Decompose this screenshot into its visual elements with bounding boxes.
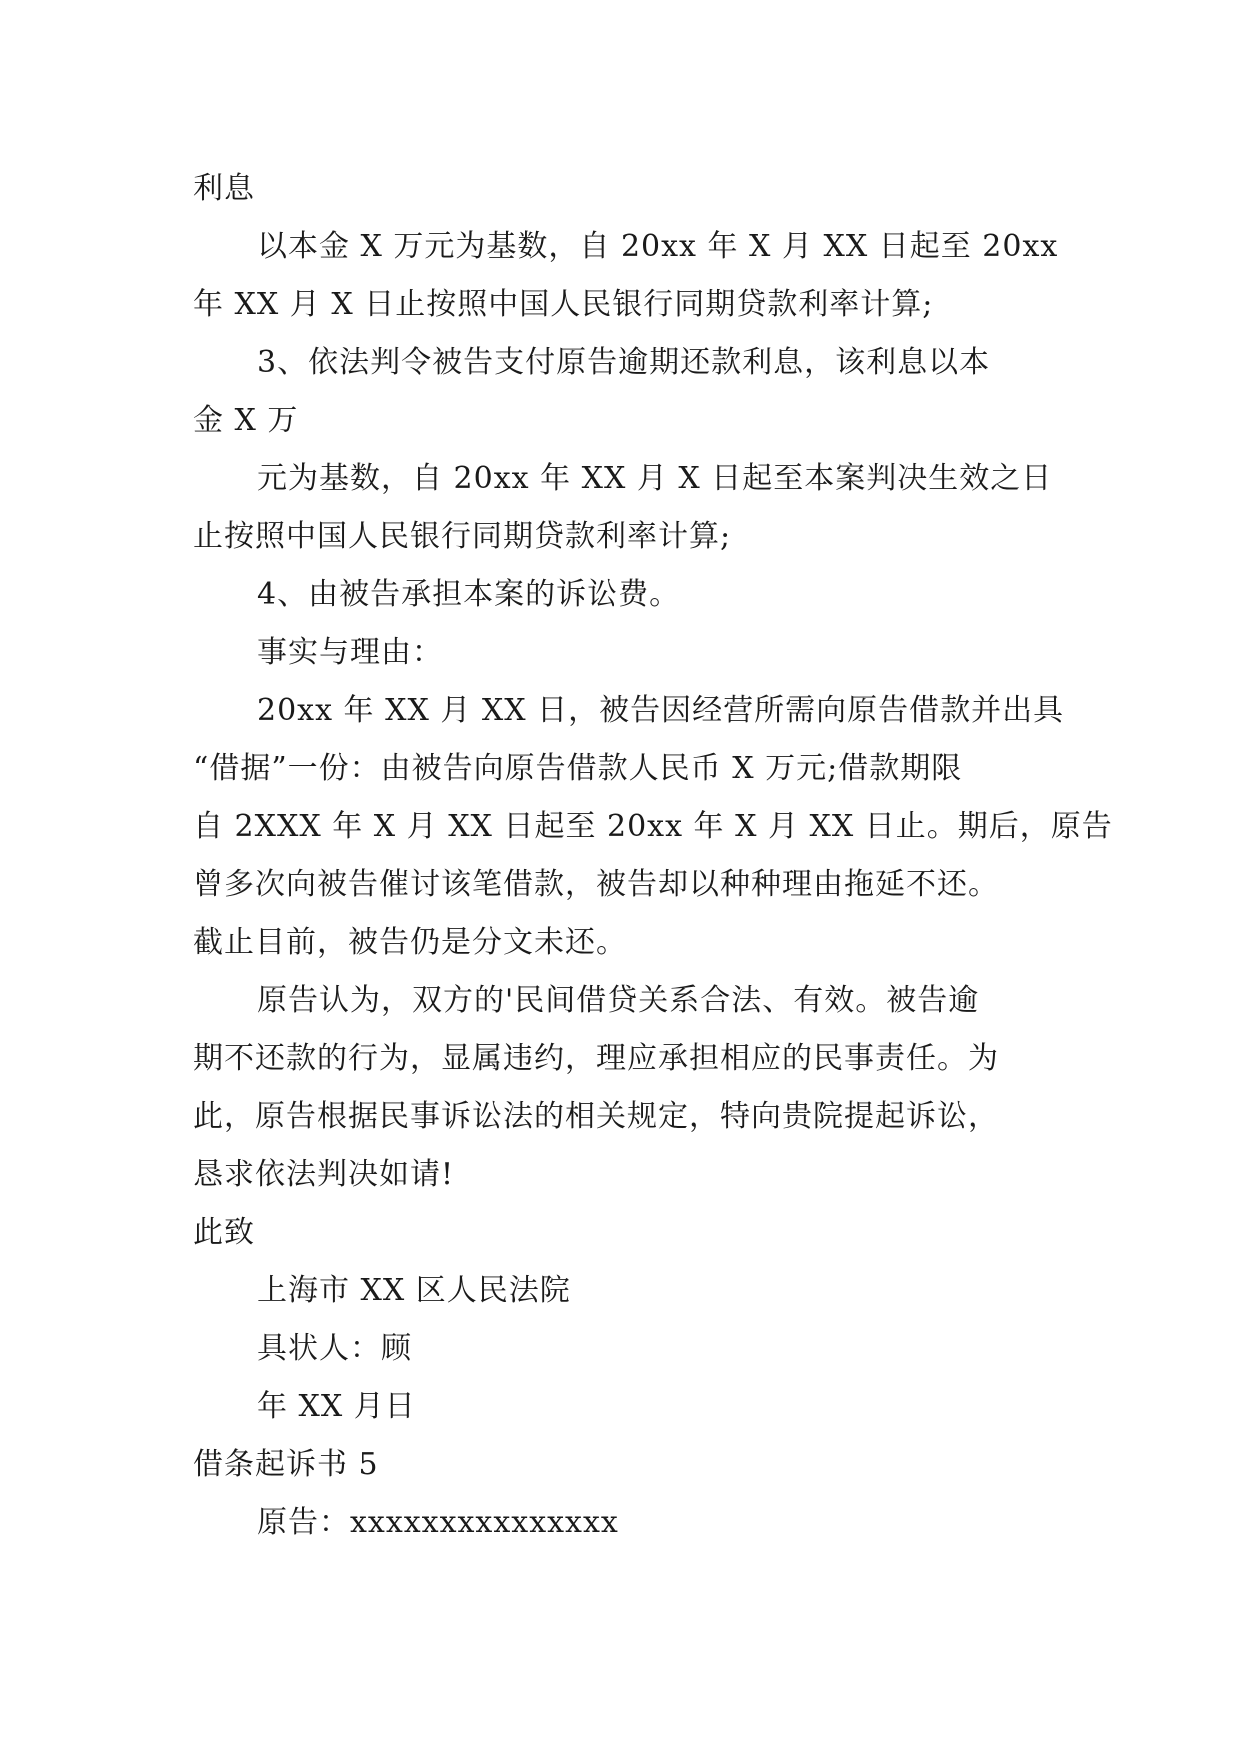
text-line: 利息 xyxy=(193,171,255,206)
text-line: 此，原告根据民事诉讼法的相关规定，特向贵院提起诉讼， xyxy=(193,1099,999,1134)
text-line: 恳求依法判决如请! xyxy=(193,1157,455,1192)
text-line: 20xx 年 XX 月 XX 日，被告因经营所需向原告借款并出具 xyxy=(257,693,1065,728)
section-heading: 事实与理由： xyxy=(257,635,443,670)
plaintiff-signature: 具状人：顾 xyxy=(257,1331,412,1366)
text-line: 期不还款的行为，显属违约，理应承担相应的民事责任。为 xyxy=(193,1041,999,1076)
text-line: “借据”一份：由被告向原告借款人民币 X 万元;借款期限 xyxy=(193,751,963,786)
plaintiff-line: 原告：xxxxxxxxxxxxxxx xyxy=(257,1505,619,1540)
text-line: 曾多次向被告催讨该笔借款，被告却以种种理由拖延不还。 xyxy=(193,867,999,902)
text-line: 止按照中国人民银行同期贷款利率计算; xyxy=(193,519,732,554)
text-line: 金 X 万 xyxy=(193,403,299,438)
text-line: 自 2XXX 年 X 月 XX 日起至 20xx 年 X 月 XX 日止。期后，原告 xyxy=(193,809,1113,844)
text-line: 元为基数，自 20xx 年 XX 月 X 日起至本案判决生效之日 xyxy=(257,461,1053,496)
document-body xyxy=(193,160,1113,1552)
text-line: 原告认为，双方的'民间借贷关系合法、有效。被告逾 xyxy=(257,983,980,1018)
salutation: 此致 xyxy=(193,1215,255,1250)
court-name: 上海市 XX 区人民法院 xyxy=(257,1273,571,1308)
text-line: 截止目前，被告仍是分文未还。 xyxy=(193,925,627,960)
date-line: 年 XX 月日 xyxy=(257,1389,416,1424)
text-line: 年 XX 月 X 日止按照中国人民银行同期贷款利率计算; xyxy=(193,287,934,322)
text-line: 3、依法判令被告支付原告逾期还款利息，该利息以本 xyxy=(257,345,991,380)
text-line: 4、由被告承担本案的诉讼费。 xyxy=(257,577,681,612)
text-line: 以本金 X 万元为基数，自 20xx 年 X 月 XX 日起至 20xx xyxy=(257,229,1059,264)
document-title: 借条起诉书 5 xyxy=(193,1447,379,1482)
